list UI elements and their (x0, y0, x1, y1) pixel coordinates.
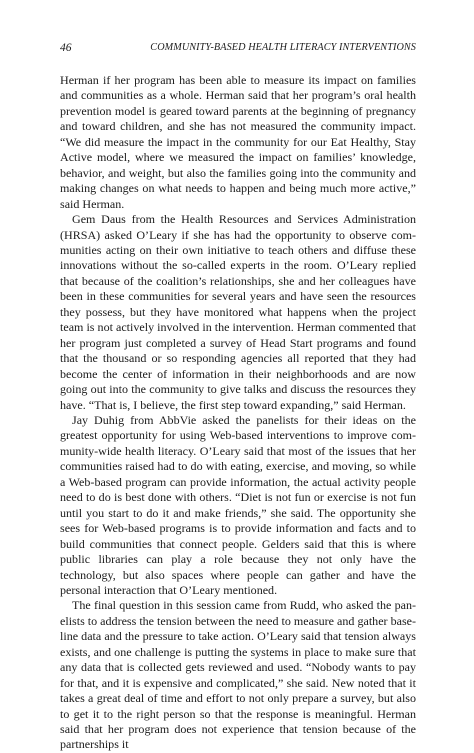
running-title: COMMUNITY-BASED HEALTH LITERACY INTERVENTIONS (150, 42, 416, 53)
paragraph-continued: Herman if her program has been able to measure its impact on families and communities as a whole. Herman said that her program’s oral health prevention model is geared toward parents at the beginning of pregnancy and toward children, and she has not measured the community impact. “We did measure the impact in the community for our Eat Healthy, Stay Active model, where we measured the impact on families’ knowledge, behavior, and weight, but also the families going into the community and making changes on what needs to happen and being much more active,” said Herman. (60, 73, 416, 211)
body-text (60, 73, 416, 753)
paragraph-final-question: The final question in this session came from Rudd, who asked the panelists to address the tension between the need to measure and gather baseline data and the pressure to take action. O’Leary said that tension always exists, and one challenge is putting the systems in place to make sure that any data that is collected gets reviewed and used. “Nobody wants to pay for that, and it is expensive and complicated,” she said. New noted that it takes a great deal of time and effort to not only prepare a survey, but also to get it to the right person so that the response is meaningful. Herman said that her program does not experience that tension because of the partnerships it (60, 598, 416, 752)
paragraph-daus-question: Gem Daus from the Health Resources and Services Administration (HRSA) asked O’Leary if she has had the opportunity to observe communities acting on their own initiative to teach others and diffuse these innovations without the so-called experts in the room. O’Leary replied that because of the coalition’s relationships, she and her colleagues have been in these communities for several years and have seen the resources they possess, but they have monitored what happens when the project team is not actively involved in the intervention. Herman commented that her program just completed a survey of Head Start programs and found that the thousand or so responding agencies all reported that they had become the center of information in their neighborhoods and are now going out into the community to give talks and discuss the resources they have. “That is, I believe, the first step toward expanding,” said Herman. (60, 212, 416, 412)
running-head (60, 40, 416, 56)
paragraph-duhig-question: Jay Duhig from AbbVie asked the panelists for their ideas on the greatest opportunity for using Web-based interventions to improve community-wide health literacy. O’Leary said that most of the issues that her communities raised had to do with eating, exercise, and moving, so while a Web-based program can provide information, the actual activity people need to do is best done with others. “Diet is not fun or exercise is not fun until you start to do it and make friends,” she said. The opportunity she sees for Web-based programs is to provide information and facts and to build communities that connect people. Gelders said that this is where public libraries can play a role because they not only have the technology, but also spaces where people can gather and have the personal interaction that O’Leary mentioned. (60, 412, 416, 597)
page-number: 46 (60, 42, 72, 54)
